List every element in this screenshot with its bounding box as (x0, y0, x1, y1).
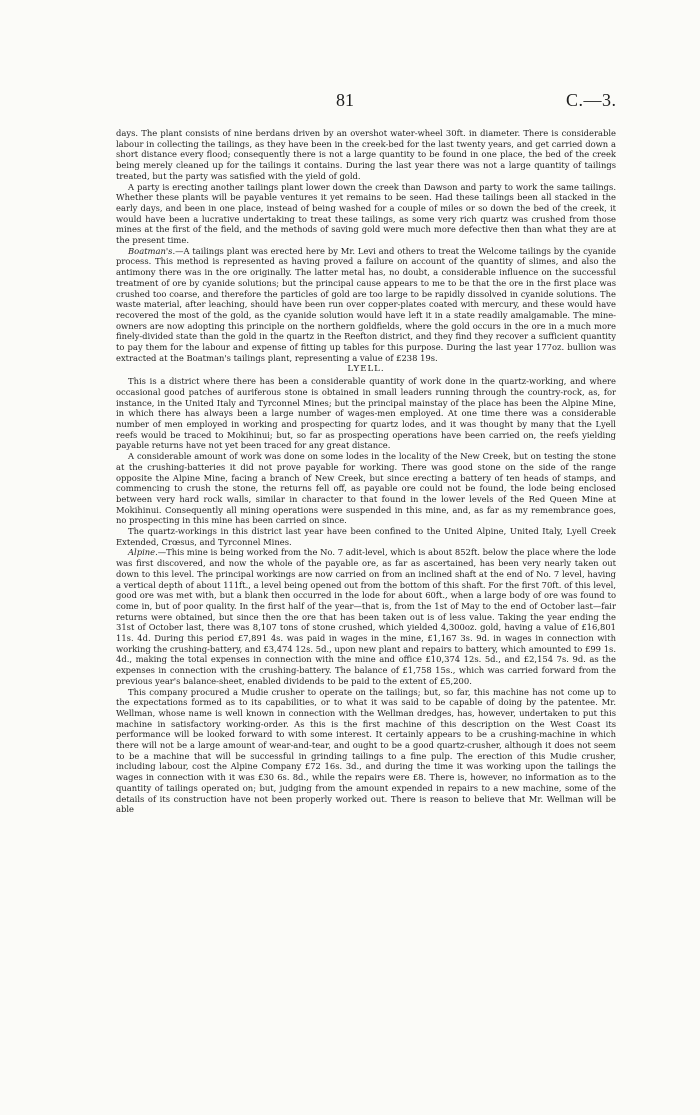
paragraph-alpine (116, 547, 616, 686)
boatmans-lead: Boatman's. (128, 245, 176, 256)
alpine-text: —This mine is being worked from the No. 7 adit-level, which is about 852ft. below the place where the lode was first discovered, and now the whole of the payable ore, as far as ascertained, has been very nearly taken out down to this level. The principal workings are now carried on from an inclined shaft at the end of No. 7 level, having a vertical depth of about 111ft., a level being opened out from the bottom of this shaft. For the first 70ft. of this level, good ore was met with, but a blank then occurred in the lode for about 60ft., when a large body of ore was found to come in, but of poor quality. In the first half of the year—that is, from the 1st of May to the end of October last—fair returns were obtained, but since then the ore that has been taken out is of less value. Taking the year ending the 31st of October last, there was 8,107 tons of stone crushed, which yielded 4,300oz. gold, having a value of £16,801 11s. 4d. During this period £7,891 4s. was paid in wages in the mine, £1,167 3s. 9d. in wages in connection with working the crushing-battery, and £3,474 12s. 5d., upon new plant and repairs to battery, which amounted to £99 1s. 4d., making the total expenses in connection with the mine and office £10,374 12s. 5d., and £2,154 7s. 9d. as the expenses in connection with the crushing-battery. The balance of £1,758 15s., which was carried forward from the previous year's balance-sheet, enabled dividends to be paid to the extent of £5,200. (116, 547, 616, 686)
paragraph-another-plant: A party is erecting another tailings plant lower down the creek than Dawson and party to work the same tailings. Whether these plants will be payable ventures it yet remains to be seen. Had these tailings been all stacked in the early days, and been in one place, instead of being washed for a couple of miles or so down the bed of the creek, it would have been a lucrative undertaking to treat these tailings, as some very rich quartz was crushed from those mines at the first of the field, and the methods of saving gold were much more defective then than what they are at the present time. (116, 181, 616, 246)
alpine-lead: Alpine. (128, 547, 158, 558)
section-heading-lyell: LYELL. (347, 364, 385, 375)
boatmans-text: —A tailings plant was erected here by Mr. Levi and others to treat the Welcome tailings by the cyanide process. This method is represented as having proved a failure on account of the quantity of slimes, and also the antimony there was in the ore originally. The latter metal has, no doubt, a considerable influence on the successful treatment of ore by cyanide solutions; but the principal cause appears to me to be that the ore in the first place was crushed too coarse, and therefore the particles of gold are too large to be rapidly dissolved in cyanide solutions. The waste material, after leaching, should have been run over copper-plates coated with mercury, and these would have recovered the most of the gold, as the cyanide solution would have left it in a state readily amalgamable. The mine-owners are now adopting this principle on the northern goldfields, where the gold occurs in the ore in a much more finely-divided state than the gold in the quartz in the Reefton district, and they find they recover a sufficient quantity to pay them for the labour and expense of fitting up tables for this purpose. During the last year 177oz. bullion was extracted at the Boatman's tailings plant, representing a value of £238 19s. (116, 245, 616, 363)
paragraph-new-creek: A considerable amount of work was done on some lodes in the locality of the New Creek, but on testing the stone at the crushing-batteries it did not prove payable for working. There was good stone on the side of the range opposite the Alpine Mine, facing a branch of New Creek, but since erecting a battery of ten heads of stamps, and commencing to crush the stone, the returns fell off, as payable ore could not be found, the lode being enclosed between very hard rock walls, similar in character to that found in the lower levels of the Red Queen Mine at Mokihinui. Consequently all mining operations were suspended in this mine, and, as far as my remembrance goes, no prospecting in this mine has been carried on since. (116, 451, 616, 526)
document-reference: C.—3. (566, 90, 617, 110)
paragraph-mudie-crusher: This company procured a Mudie crusher to operate on the tailings; but, so far, this machine has not come up to the expectations formed as to its capabilities, or to what it was said to be capable of doing by the patentee. Mr. Wellman, whose name is well known in connection with the Wellman dredges, has, however, undertaken to put this machine in satisfactory working-order. As this is the first machine of this description on the West Coast its performance will be looked forward to with some interest. It certainly appears to be a crushing-machine in which there will not be a large amount of wear-and-tear, and ought to be a good quartz-crusher, although it does not seem to be a machine that will be successful in grinding tailings to a fine pulp. The erection of this Mudie crusher, including labour, cost the Alpine Company £72 16s. 3d., and during the time it was working upon the tailings the wages in connection with it was £30 6s. 8d., while the repairs were £8. There is, however, no information as to the quantity of tailings operated on; but, judging from the amount expended in repairs to a new machine, some of the details of its construction have not been properly worked out. There is reason to believe that Mr. Wellman will be able (116, 686, 616, 815)
page-header (0, 90, 700, 114)
paragraph-tailings-labour: days. The plant consists of nine berdans driven by an overshot water-wheel 30ft. in diameter. There is considerable labour in collecting the tailings, as they have been in the creek-bed for the last twenty years, and get carried down a short distance every flood; consequently there is not a large quantity to be found in one place, the bed of the creek being merely cleaned up for the tailings it contains. During the last year there was not a large quantity of tailings treated, but the party was satisfied with the yield of gold. (116, 128, 616, 181)
paragraph-boatmans (116, 246, 616, 364)
body-text (116, 128, 616, 815)
paragraph-lyell-district: This is a district where there has been a considerable quantity of work done in the quartz-working, and where occasional good patches of auriferous stone is obtained in small leaders running through the country-rock, as, for instance, in the United Italy and Tyrconnel Mines; but the principal mainstay of the place has been the Alpine Mine, in which there has always been a large number of wages-men employed. At one time there was a considerable number of men employed in working and prospecting for quartz lodes, and it was thought by many that the Lyell reefs would be traced to Mokihinui; but, so far as prospecting operations have been carried on, the reefs yielding payable returns have not yet been traced for any great distance. (116, 376, 616, 451)
paragraph-quartz-workings: The quartz-workings in this district last year have been confined to the United Alpine, United Italy, Lyell Creek Extended, Crœsus, and Tyrconnel Mines. (116, 526, 616, 547)
page-number: 81 (336, 90, 354, 110)
